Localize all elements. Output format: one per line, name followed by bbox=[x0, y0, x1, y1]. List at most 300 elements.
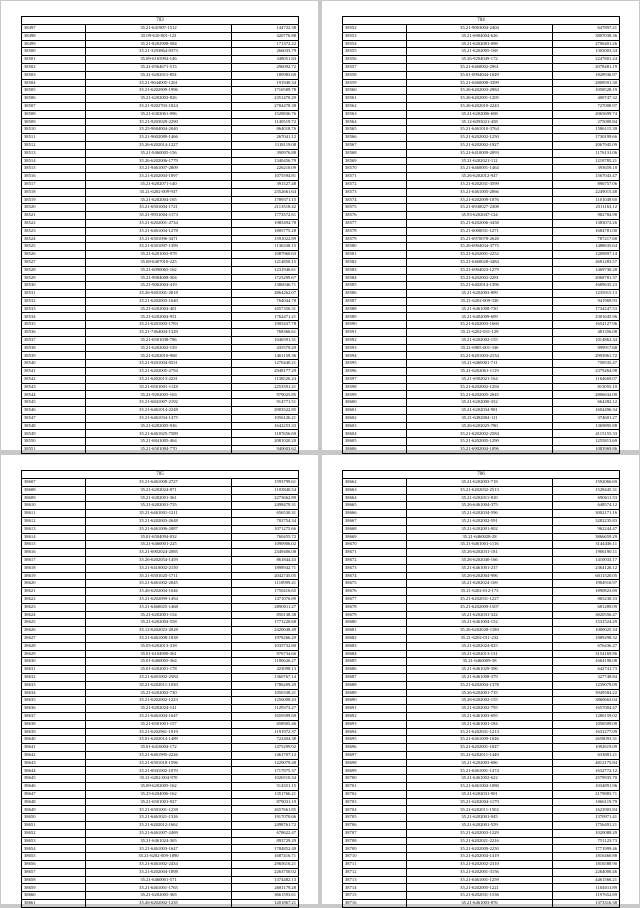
table-row bbox=[22, 227, 299, 235]
record-id-cell: 38540 bbox=[22, 360, 86, 368]
amount-cell: 2042745.05 bbox=[232, 572, 299, 580]
record-id-cell: 38615 bbox=[22, 541, 86, 549]
amount-cell: 678622.47 bbox=[232, 829, 299, 837]
amount-cell: 914771.51 bbox=[232, 399, 299, 407]
table-row bbox=[22, 118, 299, 126]
table-row bbox=[343, 658, 620, 666]
table-row bbox=[22, 165, 299, 173]
record-id-cell: 38668 bbox=[343, 525, 407, 533]
record-id-cell: 38574 bbox=[343, 196, 407, 204]
reference-number-cell: 35.26-6202001-1205 bbox=[407, 95, 553, 103]
table-row bbox=[22, 352, 299, 360]
table-row bbox=[343, 258, 620, 266]
reference-number-cell: 35.26-6202004-1046 bbox=[86, 588, 232, 596]
record-id-cell: 38536 bbox=[22, 329, 86, 337]
table-row bbox=[22, 658, 299, 666]
amount-cell: 2993961.72 bbox=[553, 352, 620, 360]
amount-cell: 1723299.67 bbox=[232, 274, 299, 282]
amount-cell: 2498761.72 bbox=[232, 822, 299, 830]
table-row bbox=[22, 829, 299, 837]
record-id-cell: 38651 bbox=[22, 822, 86, 830]
record-id-cell: 38501 bbox=[22, 56, 86, 64]
reference-number-cell: 35.21-6461004-1647 bbox=[86, 712, 232, 720]
table-row bbox=[22, 414, 299, 422]
amount-cell: 1623903.84 bbox=[553, 806, 620, 814]
page-number: 706 bbox=[343, 471, 620, 479]
reference-number-cell: 35.21-6461008-2727 bbox=[86, 479, 232, 487]
table-row bbox=[343, 541, 620, 549]
reference-number-cell: 35.21-6202001-559 bbox=[407, 822, 553, 830]
amount-cell: 1716509.78 bbox=[232, 87, 299, 95]
record-id-cell: 38587 bbox=[343, 297, 407, 305]
record-id-cell: 38616 bbox=[22, 549, 86, 557]
table-row bbox=[343, 344, 620, 352]
reference-number-cell: 35.21-6402014-1396 bbox=[407, 282, 553, 290]
reference-number-cell: 35.21-6202002-591 bbox=[407, 517, 553, 525]
record-id-cell: 38592 bbox=[343, 336, 407, 344]
table-row bbox=[22, 134, 299, 142]
record-id-cell: 38664 bbox=[343, 494, 407, 502]
reference-number-cell: 35.21-6501018-1596 bbox=[86, 759, 232, 767]
table-row bbox=[22, 290, 299, 298]
table-row bbox=[343, 712, 620, 720]
record-id-cell: 38554 bbox=[343, 40, 407, 48]
amount-cell: 400747.32 bbox=[553, 95, 620, 103]
record-id-cell: 38570 bbox=[343, 165, 407, 173]
table-row bbox=[22, 759, 299, 767]
table-row bbox=[22, 595, 299, 603]
amount-cell: 787217.68 bbox=[553, 235, 620, 243]
amount-cell: 1270440.21 bbox=[232, 360, 299, 368]
amount-cell: 3807038.36 bbox=[553, 32, 620, 40]
table-row bbox=[343, 705, 620, 713]
amount-cell: 1664198.08 bbox=[553, 658, 620, 666]
page-number: 703 bbox=[22, 17, 299, 25]
reference-number-cell: 35.25-9684004-2040 bbox=[86, 126, 232, 134]
page-706 bbox=[322, 455, 639, 904]
record-id-cell: 38502 bbox=[22, 63, 86, 71]
record-id-cell: 38619 bbox=[22, 572, 86, 580]
amount-cell: 681289.09 bbox=[553, 603, 620, 611]
reference-number-cell: 35.21-6202011-854 bbox=[86, 71, 232, 79]
reference-number-cell: 35.26-6202040-166 bbox=[407, 556, 553, 564]
reference-number-cell: 35.21-6461001-184 bbox=[407, 720, 553, 728]
table-row bbox=[343, 235, 620, 243]
reference-number-cell: 35.21-6202061-1119 bbox=[407, 368, 553, 376]
record-id-cell: 38701 bbox=[343, 783, 407, 791]
reference-number-cell: 35.21-6501038-786 bbox=[86, 336, 232, 344]
record-id-cell: 38573 bbox=[343, 188, 407, 196]
amount-cell: 1889298.32 bbox=[553, 634, 620, 642]
reference-number-cell: 35.26-6202010-2243 bbox=[407, 102, 553, 110]
reference-number-cell: 35.21-6461029-396 bbox=[407, 666, 553, 674]
amount-cell: 1531524.29 bbox=[553, 619, 620, 627]
amount-cell: 1092619.09 bbox=[553, 744, 620, 752]
table-row bbox=[22, 479, 299, 487]
record-id-cell: 38555 bbox=[343, 48, 407, 56]
record-id-cell: 38577 bbox=[343, 219, 407, 227]
reference-number-cell: 35.21-6202024-169 bbox=[407, 580, 553, 588]
record-id-cell: 38702 bbox=[343, 790, 407, 798]
table-row bbox=[22, 603, 299, 611]
record-id-cell: 38511 bbox=[22, 134, 86, 142]
reference-number-cell: 35.21-9201004-0551 bbox=[86, 360, 232, 368]
amount-cell: 1816460.88 bbox=[553, 853, 620, 861]
reference-number-cell: 35.21-6202002-795 bbox=[407, 705, 553, 713]
amount-cell: 899917.68 bbox=[553, 344, 620, 352]
record-id-cell: 38565 bbox=[343, 126, 407, 134]
amount-cell: 1214850.15 bbox=[232, 258, 299, 266]
table-row bbox=[22, 157, 299, 165]
record-id-cell: 38674 bbox=[343, 572, 407, 580]
record-id-cell: 38617 bbox=[22, 556, 86, 564]
amount-cell: 940603.62 bbox=[232, 446, 299, 454]
reference-number-cell: 35.21-6410002-2150 bbox=[86, 564, 232, 572]
reference-number-cell: 35.21-641907-1512 bbox=[86, 25, 232, 33]
reference-number-cell: 35.21-6202001-002 bbox=[407, 525, 553, 533]
table-row bbox=[343, 149, 620, 157]
table-row bbox=[343, 884, 620, 892]
record-id-cell: 38595 bbox=[343, 360, 407, 368]
table-row bbox=[343, 837, 620, 845]
amount-cell: 702754.34 bbox=[232, 517, 299, 525]
table-row bbox=[343, 71, 620, 79]
amount-cell: 2681179.28 bbox=[232, 884, 299, 892]
amount-cell: 751123.73 bbox=[553, 837, 620, 845]
reference-number-cell: 35.21-6202-012-173 bbox=[407, 588, 553, 596]
amount-cell: 1985494.78 bbox=[232, 219, 299, 227]
reference-number-cell: 35.26-6202004-996 bbox=[407, 572, 553, 580]
amount-cell: 2078481.19 bbox=[553, 63, 620, 71]
amount-cell: 1687416.71 bbox=[232, 853, 299, 861]
record-id-cell: 38713 bbox=[343, 876, 407, 884]
reference-number-cell: 35.21-6202001-2734 bbox=[86, 219, 232, 227]
table-row bbox=[22, 798, 299, 806]
amount-cell: 481356.08 bbox=[553, 329, 620, 337]
amount-cell: 2657661.85 bbox=[232, 806, 299, 814]
record-id-cell: 38571 bbox=[343, 173, 407, 181]
amount-cell: 180983.69 bbox=[232, 71, 299, 79]
table-row bbox=[343, 243, 620, 251]
table-row bbox=[22, 274, 299, 282]
record-id-cell: 38693 bbox=[343, 720, 407, 728]
table-row bbox=[22, 876, 299, 884]
table-row bbox=[22, 861, 299, 869]
amount-cell: 1771999.46 bbox=[553, 845, 620, 853]
amount-cell: 423098.13 bbox=[232, 666, 299, 674]
amount-cell: 1730199.66 bbox=[553, 134, 620, 142]
reference-number-cell: 35.21-6501096-3471 bbox=[86, 235, 232, 243]
reference-number-cell: 35.21-6460009-38 bbox=[407, 658, 553, 666]
record-id-cell: 38524 bbox=[22, 235, 86, 243]
record-id-cell: 38506 bbox=[22, 95, 86, 103]
record-id-cell: 38567 bbox=[343, 141, 407, 149]
table-row bbox=[343, 814, 620, 822]
reference-number-cell: 35.21-0564671-515 bbox=[86, 63, 232, 71]
reference-number-cell: 35.21-6202-009-1890 bbox=[86, 853, 232, 861]
table-row bbox=[22, 619, 299, 627]
reference-number-cell: 35.21-6202004-1419 bbox=[407, 853, 553, 861]
table-row bbox=[22, 666, 299, 674]
reference-number-cell: 35.21-6461001-237 bbox=[407, 564, 553, 572]
record-id-cell: 38635 bbox=[22, 697, 86, 705]
reference-number-cell: 35.21-6461006-2087 bbox=[86, 525, 232, 533]
table-row bbox=[22, 219, 299, 227]
reference-number-cell: 35.21-6202-009-937 bbox=[86, 188, 232, 196]
record-id-cell: 38586 bbox=[343, 290, 407, 298]
record-id-cell: 38657 bbox=[22, 868, 86, 876]
table-row bbox=[22, 375, 299, 383]
table-row bbox=[22, 744, 299, 752]
amount-cell: 2364126.12 bbox=[553, 564, 620, 572]
reference-number-cell: 35.21-6202002-1927 bbox=[407, 141, 553, 149]
table-row bbox=[343, 634, 620, 642]
table-row bbox=[343, 79, 620, 87]
table-row bbox=[343, 313, 620, 321]
page-704 bbox=[322, 1, 639, 450]
record-id-cell: 38604 bbox=[343, 430, 407, 438]
table-row bbox=[22, 689, 299, 697]
amount-cell: 864018.76 bbox=[232, 126, 299, 134]
record-id-cell: 38585 bbox=[343, 282, 407, 290]
table-row bbox=[22, 297, 299, 305]
amount-cell: 3860663.04 bbox=[553, 697, 620, 705]
amount-cell: 1305003.34 bbox=[553, 48, 620, 56]
table-row bbox=[22, 212, 299, 220]
table-row bbox=[22, 712, 299, 720]
amount-cell: 1789371.15 bbox=[232, 196, 299, 204]
record-id-cell: 38543 bbox=[22, 383, 86, 391]
amount-cell: 1035732.80 bbox=[232, 642, 299, 650]
record-id-cell: 38562 bbox=[343, 102, 407, 110]
reference-number-cell: 35.21-6202003-899 bbox=[407, 290, 553, 298]
reference-number-cell: 35.21-6202003-686 bbox=[407, 759, 553, 767]
amount-cell: 1118999.41 bbox=[232, 580, 299, 588]
amount-cell: 1762471.21 bbox=[232, 313, 299, 321]
reference-number-cell: 35.21-6202004-401 bbox=[86, 305, 232, 313]
reference-number-cell: 35.01-6416004-172 bbox=[86, 744, 232, 752]
table-row bbox=[343, 157, 620, 165]
table-row bbox=[343, 48, 620, 56]
amount-cell: 1370971.41 bbox=[553, 814, 620, 822]
record-id-cell: 38624 bbox=[22, 611, 86, 619]
amount-cell: 1475299.02 bbox=[232, 744, 299, 752]
amount-cell: 1642253.33 bbox=[232, 422, 299, 430]
reference-number-cell: 35.21-6202004-1898 bbox=[86, 868, 232, 876]
table-row bbox=[22, 556, 299, 564]
amount-cell: 2796401.26 bbox=[553, 40, 620, 48]
amount-cell: 2890011.27 bbox=[232, 603, 299, 611]
record-id-cell: 38630 bbox=[22, 658, 86, 666]
record-id-cell: 38600 bbox=[343, 399, 407, 407]
record-id-cell: 38613 bbox=[22, 525, 86, 533]
reference-number-cell: 35.21-6202003-1229 bbox=[407, 829, 553, 837]
reference-number-cell: 35.21-6202004-951 bbox=[86, 313, 232, 321]
reference-number-cell: 35.26-6202002-1235 bbox=[86, 900, 232, 908]
record-id-cell: 38682 bbox=[343, 634, 407, 642]
record-id-cell: 38687 bbox=[343, 673, 407, 681]
record-id-cell: 38639 bbox=[22, 728, 86, 736]
amount-cell: 3144436.11 bbox=[553, 541, 620, 549]
amount-cell: 1373316.38 bbox=[553, 900, 620, 908]
record-id-cell: 38692 bbox=[343, 712, 407, 720]
record-id-cell: 38621 bbox=[22, 588, 86, 596]
table-row bbox=[343, 407, 620, 415]
amount-cell: 2247801.24 bbox=[553, 56, 620, 64]
amount-cell: 171372.22 bbox=[232, 40, 299, 48]
record-id-cell: 38666 bbox=[343, 510, 407, 518]
table-row bbox=[22, 48, 299, 56]
reference-number-cell: 35.21-6461005-2066 bbox=[407, 188, 553, 196]
reference-number-cell: 35.21-6202003-718 bbox=[407, 479, 553, 487]
record-id-cell: 38548 bbox=[22, 422, 86, 430]
reference-number-cell: 35.21-6501097-1399 bbox=[86, 243, 232, 251]
reference-number-cell: 35.21-6904004-626 bbox=[407, 32, 553, 40]
table-row bbox=[22, 329, 299, 337]
amount-cell: 1689635.23 bbox=[553, 282, 620, 290]
amount-cell: 2264000.46 bbox=[553, 868, 620, 876]
record-id-cell: 38647 bbox=[22, 790, 86, 798]
record-id-cell: 38531 bbox=[22, 290, 86, 298]
reference-number-cell: 35.26-6202054-1459 bbox=[86, 556, 232, 564]
record-id-cell: 38575 bbox=[343, 204, 407, 212]
table-row bbox=[343, 564, 620, 572]
table-row bbox=[343, 63, 620, 71]
amount-cell: 2511163.12 bbox=[553, 204, 620, 212]
table-row bbox=[22, 510, 299, 518]
amount-cell: 1890823.69 bbox=[553, 588, 620, 596]
reference-number-cell: 35.08-6165994-146 bbox=[86, 56, 232, 64]
record-id-cell: 38605 bbox=[343, 438, 407, 446]
reference-number-cell: 35.09-6202005-162 bbox=[86, 783, 232, 791]
record-id-cell: 38530 bbox=[22, 282, 86, 290]
record-id-cell: 38626 bbox=[22, 627, 86, 635]
table-row bbox=[343, 290, 620, 298]
table-row bbox=[22, 634, 299, 642]
reference-number-cell: 35.21-6501025-1711 bbox=[86, 572, 232, 580]
reference-number-cell: 35.21-6501084-770 bbox=[86, 446, 232, 454]
table-row bbox=[343, 853, 620, 861]
table-row bbox=[343, 892, 620, 900]
reference-number-cell: 35.21-6202001-361 bbox=[86, 494, 232, 502]
record-id-cell: 38709 bbox=[343, 845, 407, 853]
amount-cell: 1684781.00 bbox=[553, 227, 620, 235]
table-row bbox=[343, 383, 620, 391]
table-row bbox=[22, 736, 299, 744]
record-id-cell: 38677 bbox=[343, 595, 407, 603]
record-id-cell: 38598 bbox=[343, 383, 407, 391]
amount-cell: 420776.88 bbox=[232, 32, 299, 40]
record-id-cell: 38579 bbox=[343, 235, 407, 243]
reference-number-cell: 35.21-6202011-810 bbox=[407, 494, 553, 502]
amount-cell: 1528836.76 bbox=[232, 110, 299, 118]
table-row bbox=[22, 173, 299, 181]
reference-number-cell: 35.26-9204049-172 bbox=[407, 56, 553, 64]
amount-cell: 1917070.66 bbox=[232, 814, 299, 822]
table-row bbox=[343, 759, 620, 767]
amount-cell: 1197652.69 bbox=[553, 892, 620, 900]
table-row bbox=[22, 196, 299, 204]
reference-number-cell: 35.21-6202002-826 bbox=[86, 95, 232, 103]
table-row bbox=[343, 438, 620, 446]
amount-cell: 1351766.21 bbox=[232, 790, 299, 798]
page-number: 704 bbox=[343, 17, 620, 25]
record-id-cell: 38519 bbox=[22, 196, 86, 204]
record-id-cell: 38607 bbox=[22, 479, 86, 487]
amount-cell: 514351.15 bbox=[232, 783, 299, 791]
record-id-cell: 38542 bbox=[22, 375, 86, 383]
table-row bbox=[22, 728, 299, 736]
record-id-cell: 38640 bbox=[22, 736, 86, 744]
record-id-cell: 38564 bbox=[343, 118, 407, 126]
reference-number-cell: 35.21-6202004-1097 bbox=[86, 173, 232, 181]
amount-cell: 976734.66 bbox=[232, 650, 299, 658]
reference-number-cell: 35.21-9602080-1466 bbox=[86, 134, 232, 142]
amount-cell: 2273662.89 bbox=[232, 494, 299, 502]
page-703 bbox=[1, 1, 318, 450]
amount-cell: 2948177.29 bbox=[232, 368, 299, 376]
record-id-cell: 38659 bbox=[22, 884, 86, 892]
table-row bbox=[343, 588, 620, 596]
table-row bbox=[22, 446, 299, 454]
amount-cell: 2249015.48 bbox=[553, 188, 620, 196]
record-id-cell: 38499 bbox=[22, 40, 86, 48]
reference-number-cell: 35.21-6202-031-129 bbox=[407, 329, 553, 337]
record-id-cell: 38516 bbox=[22, 173, 86, 181]
table-row bbox=[22, 95, 299, 103]
record-id-cell: 38675 bbox=[343, 580, 407, 588]
records-table bbox=[342, 16, 620, 454]
table-row bbox=[22, 681, 299, 689]
amount-cell: 861844.43 bbox=[232, 556, 299, 564]
reference-number-cell: 35.21-6201003-1783 bbox=[86, 321, 232, 329]
amount-cell: 1103840.54 bbox=[232, 486, 299, 494]
table-row bbox=[22, 900, 299, 908]
reference-number-cell: 35.21-6202024-141 bbox=[86, 705, 232, 713]
reference-number-cell: 35.01-6202001-178 bbox=[86, 666, 232, 674]
amount-cell: 982784.98 bbox=[553, 212, 620, 220]
reference-number-cell: 35.01-6460005-364 bbox=[86, 658, 232, 666]
record-id-cell: 38584 bbox=[343, 274, 407, 282]
amount-cell: 1360767.14 bbox=[232, 673, 299, 681]
records-table bbox=[342, 470, 620, 908]
amount-cell: 664282.12 bbox=[553, 399, 620, 407]
amount-cell: 2179883.71 bbox=[553, 790, 620, 798]
table-row bbox=[22, 149, 299, 157]
reference-number-cell: 35.21-6202002-1250 bbox=[407, 134, 553, 142]
reference-number-cell: 35.21-6460025-1468 bbox=[86, 603, 232, 611]
table-row bbox=[343, 720, 620, 728]
amount-cell: 1231946.61 bbox=[232, 266, 299, 274]
record-id-cell: 38656 bbox=[22, 861, 86, 869]
reference-number-cell: 35.21-6930027-2308 bbox=[407, 204, 553, 212]
table-row bbox=[343, 274, 620, 282]
amount-cell: 1604496.34 bbox=[553, 407, 620, 415]
reference-number-cell: 35.21-6202-004-970 bbox=[86, 775, 232, 783]
amount-cell: 1140519.72 bbox=[232, 118, 299, 126]
table-row bbox=[22, 837, 299, 845]
amount-cell: 1906190.11 bbox=[553, 549, 620, 557]
table-row bbox=[22, 360, 299, 368]
table-row bbox=[22, 188, 299, 196]
amount-cell: 1816588.90 bbox=[553, 861, 620, 869]
table-row bbox=[343, 572, 620, 580]
table-row bbox=[343, 681, 620, 689]
amount-cell: 1898942.71 bbox=[232, 564, 299, 572]
amount-cell: 348051.84 bbox=[232, 56, 299, 64]
reference-number-cell: 35.21-6461001-1474 bbox=[407, 767, 553, 775]
reference-number-cell: 35.21-6902004-1096 bbox=[407, 446, 553, 454]
